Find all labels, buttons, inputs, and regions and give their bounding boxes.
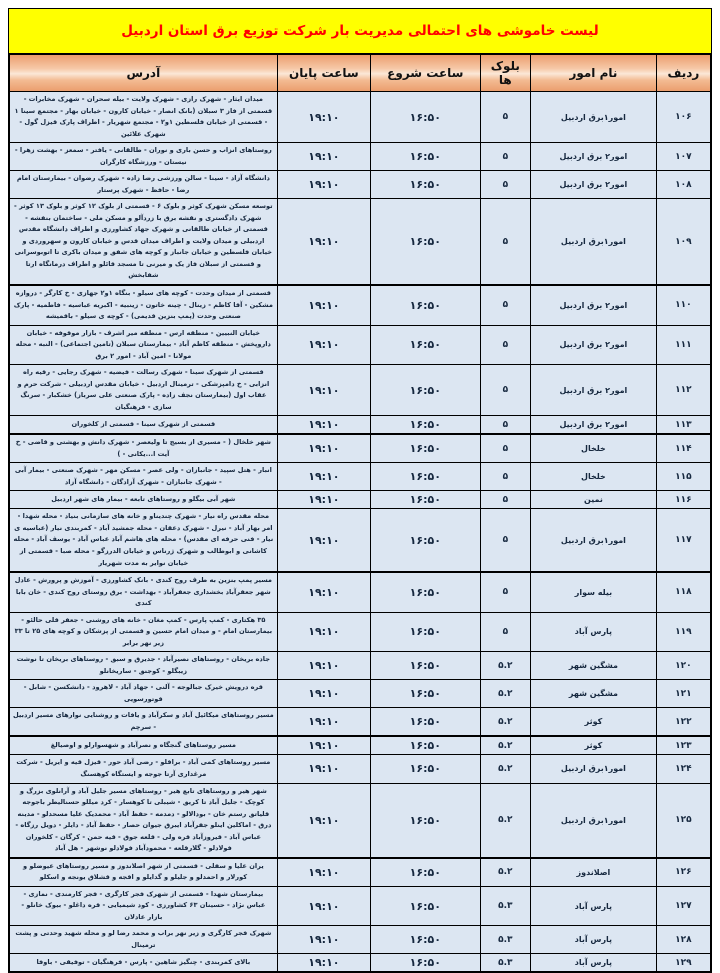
column-header-row-number: ردیف <box>656 54 711 92</box>
row-number-cell: ۱۰۶ <box>656 92 711 143</box>
row-number-cell: ۱۱۸ <box>656 572 711 612</box>
start-time-cell: ۱۶:۵۰ <box>371 572 481 612</box>
blocks-cell: ۵ <box>480 92 531 143</box>
row-number-cell: ۱۲۷ <box>656 886 711 926</box>
department-cell: امور۱برق اردبیل <box>531 783 657 858</box>
blocks-cell: ۵.۳ <box>480 926 531 954</box>
start-time-cell: ۱۶:۵۰ <box>371 365 481 416</box>
department-cell: بیله سوار <box>531 572 657 612</box>
start-time-cell: ۱۶:۵۰ <box>371 708 481 737</box>
end-time-cell: ۱۹:۱۰ <box>277 612 370 652</box>
blocks-cell: ۵ <box>480 365 531 416</box>
start-time-cell: ۱۶:۵۰ <box>371 416 481 435</box>
table-row <box>9 92 711 143</box>
blocks-cell: ۵ <box>480 285 531 325</box>
blocks-cell: ۵.۲ <box>480 755 531 783</box>
row-number-cell: ۱۲۱ <box>656 680 711 708</box>
address-cell: مسیر پمپ بنزین به طرف روح کندی - بانک کشاورزی - آموزش و پرورش - عادل شهر جعفرآباد بخشداری جعفرآباد - بهداشت - برق روستای روح کندی - خان بابا کندی <box>9 572 277 612</box>
start-time-cell: ۱۶:۵۰ <box>371 736 481 755</box>
table-row <box>9 652 711 680</box>
table-row <box>9 954 711 973</box>
address-cell: شهر آبی بیگلو و روستاهای تابعه - بیمار های شهر اردبیل <box>9 491 277 509</box>
start-time-cell: ۱۶:۵۰ <box>371 325 481 365</box>
end-time-cell: ۱۹:۱۰ <box>277 92 370 143</box>
address-cell: دانشگاه آزاد - سینا - سالن ورزشی رضا زاده - شهرک رضوان - بیمارستان امام رضا - حافظ - شهرک پرستار <box>9 171 277 199</box>
table-row <box>9 325 711 365</box>
department-cell: خلخال <box>531 463 657 491</box>
table-row <box>9 858 711 887</box>
end-time-cell: ۱۹:۱۰ <box>277 954 370 973</box>
start-time-cell: ۱۶:۵۰ <box>371 612 481 652</box>
table-row <box>9 491 711 509</box>
table-row <box>9 285 711 325</box>
end-time-cell: ۱۹:۱۰ <box>277 926 370 954</box>
address-cell: جاده بریخان - روستاهای نصیرآباد - جدیرق و سبق - روستاهای بریخان تا نوشت زیبگلو - کوجنق - ساریخانلو <box>9 652 277 680</box>
blocks-cell: ۵.۲ <box>480 680 531 708</box>
table-row <box>9 199 711 285</box>
blocks-cell: ۵ <box>480 572 531 612</box>
address-cell: بیمارستان شهدا - قسمتی از شهرک فجر کارگری - فجر کارمندی - نمازی - عباس نژاد - حسینان ۶۳ کشاورزی - کود شیمیایی - قره داغلو - بیوک خانلو - بازار عادلان <box>9 886 277 926</box>
start-time-cell: ۱۶:۵۰ <box>371 886 481 926</box>
blocks-cell: ۵.۲ <box>480 736 531 755</box>
row-number-cell: ۱۱۴ <box>656 434 711 463</box>
department-cell: امور۲ برق اردبیل <box>531 285 657 325</box>
row-number-cell: ۱۱۱ <box>656 325 711 365</box>
start-time-cell: ۱۶:۵۰ <box>371 509 481 572</box>
address-cell: میدان ایثار - شهرک رازی - شهرک ولایت - بیله سحران - شهرک مخابرات - قسمتی از فاز ۳ سبلان (بانک انصار - خیابان کارون - خیابان بهار - مجتمع سینا ۱ - قسمتی از خیابان فلسطین ۱و۲ - مجتمع شهریار - اطراف پارک قیزل گول - شهرک علائین <box>9 92 277 143</box>
blocks-cell: ۵.۲ <box>480 708 531 737</box>
start-time-cell: ۱۶:۵۰ <box>371 491 481 509</box>
department-cell: خلخال <box>531 434 657 463</box>
blocks-cell: ۵ <box>480 463 531 491</box>
department-cell: پارس آباد <box>531 886 657 926</box>
department-cell: امور۲ برق اردبیل <box>531 325 657 365</box>
row-number-cell: ۱۲۶ <box>656 858 711 887</box>
row-number-cell: ۱۲۳ <box>656 736 711 755</box>
department-cell: امور۲ برق اردبیل <box>531 171 657 199</box>
start-time-cell: ۱۶:۵۰ <box>371 92 481 143</box>
end-time-cell: ۱۹:۱۰ <box>277 434 370 463</box>
address-cell: توسعه مسکن شهرک کوثر و بلوک ۶ - قسمتی از بلوک ۱۲ کوثر و بلوک ۱۳ کوثر - شهرک دادگستری و نقشه برق با زردآلو و مسکن ملی - ساختمان بنفشه - قسمتی از خیابان طالقانی و شهرک جهاد کشاورزی و اطراف دانشگاه مقدس اردبیلی و میدان ولایت و اطراف میدان قدس و خیابان کارون و سهروردی و خیابان فلسطین و خیابان جانباز و کوچه های شفق و میدان باکری تا اتوبوسرانی و قسمتی از سبلان فاز یک و میرنی تا مسجد قائلو و اطراف درمانگاه ارتا شفابخش <box>9 199 277 285</box>
blocks-cell: ۵ <box>480 143 531 171</box>
department-cell: امور۱برق اردبیل <box>531 92 657 143</box>
address-cell: یران علیا و سفلی - قسمتی از شهر اصلاندوز و مسیر روستاهای عیوضلو و کورلار و احمدلو و جلیلو و گدایلو و اقجه و قشلاق یونجه و اسکلو <box>9 858 277 887</box>
blocks-cell: ۵.۳ <box>480 954 531 973</box>
address-cell: مسیر روستاهای میکائیل آباد و سکرآباد و یافات و روشنایی نوارهای مسیر اردبیل - سرچم <box>9 708 277 737</box>
start-time-cell: ۱۶:۵۰ <box>371 954 481 973</box>
end-time-cell: ۱۹:۱۰ <box>277 652 370 680</box>
row-number-cell: ۱۲۹ <box>656 954 711 973</box>
table-header <box>9 54 711 92</box>
row-number-cell: ۱۱۹ <box>656 612 711 652</box>
end-time-cell: ۱۹:۱۰ <box>277 708 370 737</box>
blocks-cell: ۵ <box>480 199 531 285</box>
row-number-cell: ۱۱۷ <box>656 509 711 572</box>
table-row <box>9 143 711 171</box>
row-number-cell: ۱۰۷ <box>656 143 711 171</box>
department-cell: امور۲ برق اردبیل <box>531 143 657 171</box>
end-time-cell: ۱۹:۱۰ <box>277 285 370 325</box>
row-number-cell: ۱۱۲ <box>656 365 711 416</box>
department-cell: مشگین شهر <box>531 680 657 708</box>
column-header-start-time: ساعت شروع <box>371 54 481 92</box>
end-time-cell: ۱۹:۱۰ <box>277 858 370 887</box>
department-cell: مشگین شهر <box>531 652 657 680</box>
address-cell: شهر خلخال ( - مسیری از بسیج تا ولیعصر - شهرک دانش و بهشتی و قاضی - خ آیت ا...یکانی - ) <box>9 434 277 463</box>
row-number-cell: ۱۱۰ <box>656 285 711 325</box>
row-number-cell: ۱۲۵ <box>656 783 711 858</box>
table-row <box>9 926 711 954</box>
row-number-cell: ۱۰۸ <box>656 171 711 199</box>
start-time-cell: ۱۶:۵۰ <box>371 463 481 491</box>
end-time-cell: ۱۹:۱۰ <box>277 143 370 171</box>
row-number-cell: ۱۱۵ <box>656 463 711 491</box>
address-cell: مسیر روستاهای کمی آباد - براقلو - رضی آباد حور - قیزل قیه و ایریل - شرکت مرغداری آرتا جوجه و ایستگاه کوهسنگ <box>9 755 277 783</box>
end-time-cell: ۱۹:۱۰ <box>277 680 370 708</box>
row-number-cell: ۱۱۳ <box>656 416 711 435</box>
blocks-cell: ۵ <box>480 434 531 463</box>
blocks-cell: ۵ <box>480 325 531 365</box>
address-cell: قسمتی از شهرک سینا - شهرک رسالت - فیضیه - شهرک رجایی - رقیه راه انزابی - خ دامپزشکی - ترمینال اردبیل - خیابان مقدس اردبیلی - شرکت حرم و عقاب اول (بیمارستان نجف زاده - پارک صنعتی علی سرباز) خشکبار - سرنگ سازی - فرهنگیان <box>9 365 277 416</box>
table-row <box>9 886 711 926</box>
row-number-cell: ۱۲۴ <box>656 755 711 783</box>
department-cell: پارس آباد <box>531 954 657 973</box>
table-body <box>9 92 711 973</box>
blocks-cell: ۵.۲ <box>480 652 531 680</box>
start-time-cell: ۱۶:۵۰ <box>371 755 481 783</box>
row-number-cell: ۱۲۰ <box>656 652 711 680</box>
address-cell: مسیر روستاهای گنجگاه و نصرآباد و شهسوارلو و اوصیالغ <box>9 736 277 755</box>
table-row <box>9 416 711 435</box>
table-row <box>9 572 711 612</box>
address-cell: خیابان النبیین - منطقه ارس - منطقه میر اشرف - بازار موقوفه - خیابان داروپخش - منطقه کاظم آباد - بیمارستان سبلان (تامین اجتماعی) - النبه - محله مولانا - امین آباد - امور ۲ برق <box>9 325 277 365</box>
department-cell: امور۱برق اردبیل <box>531 509 657 572</box>
address-cell: قره درویش خیرک جبالوجه - آلنی - جهاد آباد - لاهرود - دانشکسن - شابل - قوتورسویی <box>9 680 277 708</box>
blocks-cell: ۵.۲ <box>480 858 531 887</box>
end-time-cell: ۱۹:۱۰ <box>277 199 370 285</box>
table-row <box>9 463 711 491</box>
blocks-cell: ۵.۳ <box>480 886 531 926</box>
blocks-cell: ۵.۲ <box>480 783 531 858</box>
column-header-end-time: ساعت پایان <box>277 54 370 92</box>
department-cell: کوثر <box>531 708 657 737</box>
table-row <box>9 783 711 858</box>
end-time-cell: ۱۹:۱۰ <box>277 783 370 858</box>
start-time-cell: ۱۶:۵۰ <box>371 171 481 199</box>
row-number-cell: ۱۰۹ <box>656 199 711 285</box>
end-time-cell: ۱۹:۱۰ <box>277 325 370 365</box>
end-time-cell: ۱۹:۱۰ <box>277 755 370 783</box>
column-header-department: نام امور <box>531 54 657 92</box>
outage-list-sheet <box>8 8 712 973</box>
end-time-cell: ۱۹:۱۰ <box>277 491 370 509</box>
end-time-cell: ۱۹:۱۰ <box>277 416 370 435</box>
end-time-cell: ۱۹:۱۰ <box>277 509 370 572</box>
address-cell: بالای کمربندی - چنگیز شاهین - پارس - فرهنگیان - توفیقی - باوفا <box>9 954 277 973</box>
end-time-cell: ۱۹:۱۰ <box>277 886 370 926</box>
column-header-blocks: بلوک ها <box>480 54 531 92</box>
table-row <box>9 509 711 572</box>
table-row <box>9 755 711 783</box>
table-row <box>9 708 711 737</box>
address-cell: قسمتی از میدان وحدت - کوچه های سیلو - بنگاه ۱و۲ جهازی - خ کارگر - دروازه مشکین - آقا کاظم - زینال - چینه خاتون - زینبیه - اکبریه عباسیه - فاطمیه - پارک صنعتی وحدت (پمپ بنزین قدیمی) - کوچه ی سیلو - باقمیشه <box>9 285 277 325</box>
address-cell: انبار - هتل سپید - جانبازان - ولی عصر - مسکن مهر - شهرک صنعتی - بیمار آبی - شهرک جانبازان - شهرک آزادگان - دانشگاه آزاد <box>9 463 277 491</box>
start-time-cell: ۱۶:۵۰ <box>371 858 481 887</box>
table-row <box>9 365 711 416</box>
start-time-cell: ۱۶:۵۰ <box>371 199 481 285</box>
address-cell: محله مقدس راه نیار - شهرک چندیناو و خانه های سازمانی بنیاد - محله شهدا - امر بهار آباد - نیرل - شهرک دعقان - محله جمشید آباد - کمربندی نیار (عباسیه ی نیار - فنی حرفه ای مقدس) - محله های هاشم آباد عباس آباد - یوسف آباد - محله کاشانی و ابوطالب و شهرک ژرناس و خیابان الدرزگو - محله صبا - قسمتی از خیابان نوایر به مدت شهریار <box>9 509 277 572</box>
start-time-cell: ۱۶:۵۰ <box>371 926 481 954</box>
blocks-cell: ۵ <box>480 509 531 572</box>
department-cell: امور۱برق اردبیل <box>531 755 657 783</box>
end-time-cell: ۱۹:۱۰ <box>277 365 370 416</box>
start-time-cell: ۱۶:۵۰ <box>371 652 481 680</box>
department-cell: امور۱برق اردبیل <box>531 199 657 285</box>
outage-table <box>8 8 712 973</box>
start-time-cell: ۱۶:۵۰ <box>371 680 481 708</box>
department-cell: پارس آباد <box>531 926 657 954</box>
blocks-cell: ۵ <box>480 491 531 509</box>
end-time-cell: ۱۹:۱۰ <box>277 736 370 755</box>
table-row <box>9 680 711 708</box>
table-row <box>9 612 711 652</box>
column-header-address: آدرس <box>9 54 277 92</box>
address-cell: ۳۵ هکتاری - کمپ پارس - کمپ مغان - خانه های روشنی - جعفر قلی حالئو - بیمارستان امام - و میدان امام حسین و قسمتی از پزشکان و کوچه های ۲۵ تا ۳۳ زیر نهر برابر <box>9 612 277 652</box>
department-cell: کوثر <box>531 736 657 755</box>
blocks-cell: ۵ <box>480 612 531 652</box>
row-number-cell: ۱۱۶ <box>656 491 711 509</box>
end-time-cell: ۱۹:۱۰ <box>277 463 370 491</box>
table-row <box>9 171 711 199</box>
address-cell: شهر هیر و روستاهای تابع هیر - روستاهای مسیر جلیل آباد و آرانلوی بزرگ و کوچک - جلیل آباد تا کریق - شیبلی تا کوهسار - کرد میللو حسنالیطر باجوجه قلیاتق رستم خان - بودالالو - دمدمه - حفظ آباد - محمدیک علیا مسحدلو - مدینه درق - اماکلین اینلو جفرآباد ایبرق جیوان حصار - حفظ آباد - دایلر - دویل رزگاه - عباس آباد - قیروزآباد قره ولی - قلعه جوق - قیه حمن - کرگان - کلخوران فولادلو - گلارقلعه - محمودآباد فولادلو نوشهر - هل آباد <box>9 783 277 858</box>
row-number-cell: ۱۲۸ <box>656 926 711 954</box>
blocks-cell: ۵ <box>480 171 531 199</box>
department-cell: پارس آباد <box>531 612 657 652</box>
table-row <box>9 434 711 463</box>
department-cell: امور۲ برق اردبیل <box>531 416 657 435</box>
address-cell: قسمتی از شهرک سینا - قسمتی از کلخوران <box>9 416 277 435</box>
start-time-cell: ۱۶:۵۰ <box>371 143 481 171</box>
blocks-cell: ۵ <box>480 416 531 435</box>
table-row <box>9 736 711 755</box>
end-time-cell: ۱۹:۱۰ <box>277 171 370 199</box>
row-number-cell: ۱۲۲ <box>656 708 711 737</box>
department-cell: امور۲ برق اردبیل <box>531 365 657 416</box>
address-cell: روستاهای انزاب و حسن باری و نوران - طالقانی - یافتر - سمعز - بهشت زهرا - نیستان - ورزشگاه کارگران <box>9 143 277 171</box>
end-time-cell: ۱۹:۱۰ <box>277 572 370 612</box>
start-time-cell: ۱۶:۵۰ <box>371 285 481 325</box>
page-title: لیست خاموشی های احتمالی مدیریت بار شرکت توزیع برق استان اردبیل <box>8 8 712 53</box>
department-cell: اصلاندوز <box>531 858 657 887</box>
start-time-cell: ۱۶:۵۰ <box>371 783 481 858</box>
start-time-cell: ۱۶:۵۰ <box>371 434 481 463</box>
address-cell: شهرک فجر کارگری و زیر نهر براب و محمد رضا لو و محله شهید وحدتی و پشت ترمینال <box>9 926 277 954</box>
department-cell: نمین <box>531 491 657 509</box>
